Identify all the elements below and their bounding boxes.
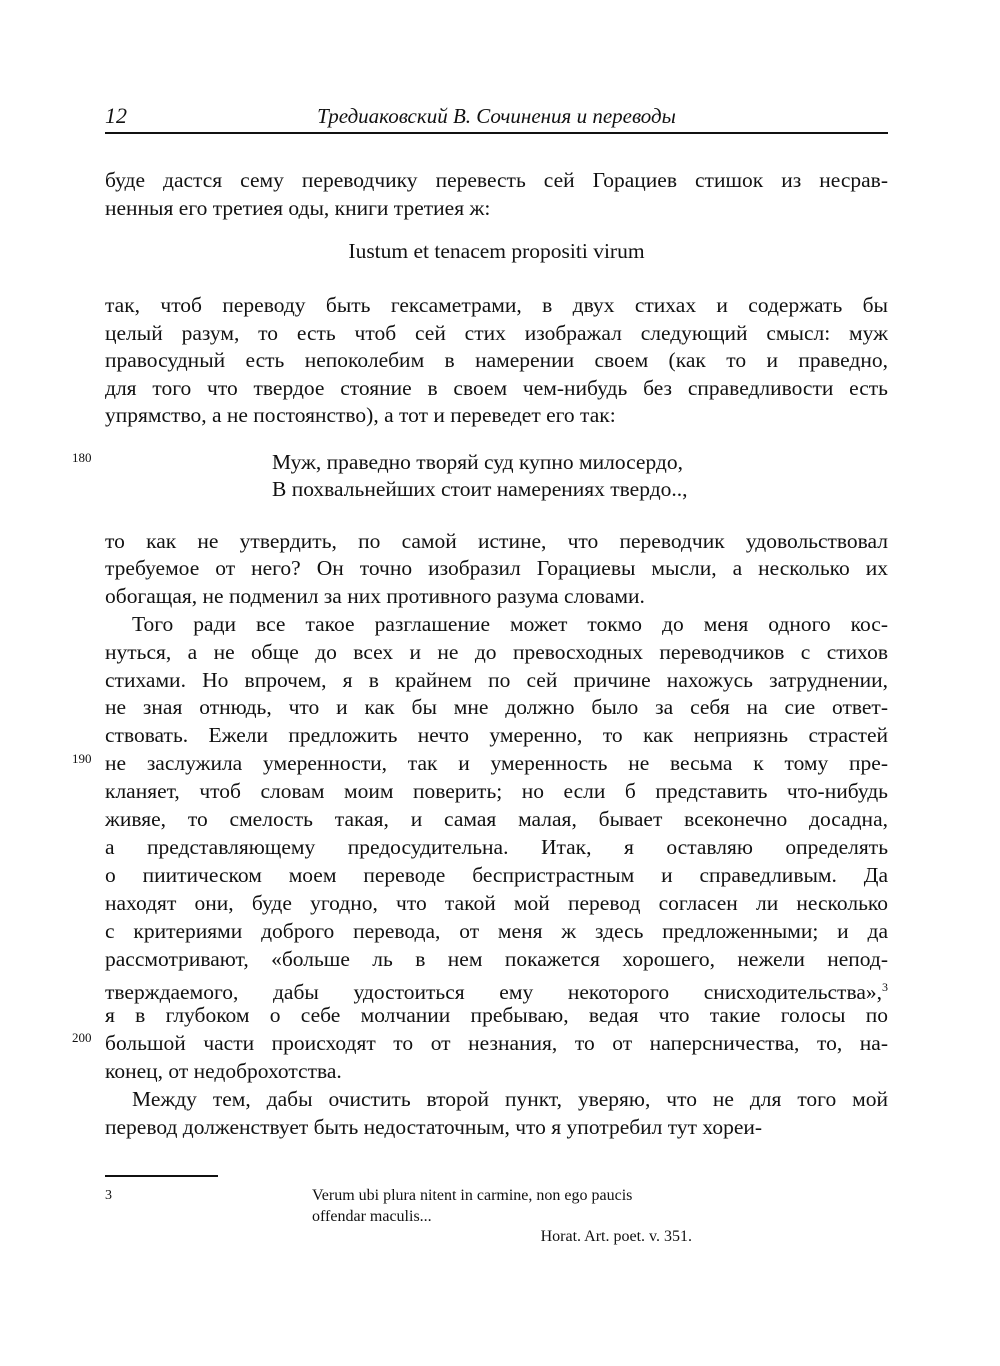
text-line: находят они, буде угодно, что такой мой перевод согласен ли несколько — [105, 891, 888, 915]
text-line: для того что твердое стояние в своем чем-нибудь без справедливости есть — [105, 376, 888, 400]
text-line: целый разум, то есть чтоб сей стих изображал следующий смысл: муж — [105, 321, 888, 345]
verse-line: В похвальнейших стоит намерениях твердо.., — [272, 477, 688, 501]
text-line: Между тем, дабы очистить второй пункт, уверяю, что не для того мой — [132, 1087, 888, 1111]
running-title: Тредиаковский В. Сочинения и переводы — [317, 104, 676, 128]
text-line: тверждаемого, дабы удостоиться ему некоторого снисходительства»,$^3$ — [105, 980, 888, 1005]
text-line: о пиитическом моем переводе беспристрастным и справедливым. Да — [105, 863, 888, 887]
text-line: ненныя его третиея оды, книги третиея ж: — [105, 196, 491, 220]
text-line: требуемое от него? Он точно изобразил Горациевы мысли, а несколько их — [105, 556, 888, 580]
footnote-rule — [105, 1175, 218, 1177]
text-line: живяе, то смелость такая, и самая малая, бывает всеконечно досадна, — [105, 807, 888, 831]
footnote-citation: Horat. Art. poet. v. 351. — [540, 1228, 692, 1245]
latin-quote: Iustum et tenacem propositi virum — [348, 239, 645, 263]
text-line: я в глубоком о себе молчании пребываю, ведая что такие голосы по — [105, 1003, 888, 1027]
verse-line: Муж, праведно творяй суд купно милосердо, — [272, 450, 683, 474]
footnote-mark: 3 — [105, 1188, 112, 1203]
text-line: не зная отнюдь, что и как бы мне должно было за себя на сие ответ- — [105, 695, 888, 719]
text-line: конец, от недоброхотства. — [105, 1059, 342, 1083]
text-line: ствовать. Ежели предложить нечто умеренно, то как неприязнь страстей — [105, 723, 888, 747]
line-number: 200 — [72, 1030, 92, 1045]
text-line: стихами. Но впрочем, я в крайнем по сей причине нахожусь затруднении, — [105, 668, 888, 692]
text-line: буде дастся сему переводчику перевесть сей Горациев стишок из несрав- — [105, 168, 888, 192]
text-line: не заслужила умеренности, так и умеренность не весьма к тому пре- — [105, 751, 888, 775]
text-line: рассмотривают, «больше ль в нем покажется хорошего, нежели непод- — [105, 947, 888, 971]
text-line: то как не утвердить, по самой истине, что переводчик удовольствовал — [105, 529, 888, 553]
text-line: большой части происходят то от незнания, то от наперсничества, то, на- — [105, 1031, 888, 1055]
footnote-line: Verum ubi plura nitent in carmine, non ego paucis — [312, 1187, 633, 1204]
text-line: обогащая, не подменил за них противного разума словами. — [105, 584, 645, 608]
text-line: так, чтоб переводу быть гексаметрами, в двух стихах и содержать бы — [105, 293, 888, 317]
page-number: 12 — [105, 103, 127, 128]
line-number: 180 — [72, 450, 92, 465]
text-line: кланяет, чтоб словам моим поверить; но если б представить что-нибудь — [105, 779, 888, 803]
text-line: с критериями доброго перевода, от меня ж здесь предложенными; и да — [105, 919, 888, 943]
footnote-reference[interactable]: 3 — [882, 980, 888, 994]
text-line: Того ради все такое разглашение может токмо до меня одного кос- — [132, 612, 888, 636]
text-line: а представляющему предосудительна. Итак, я оставляю определять — [105, 835, 888, 859]
text-line: перевод долженствует быть недостаточным, что я употребил тут хореи- — [105, 1115, 763, 1139]
header-rule — [105, 132, 888, 134]
line-number: 190 — [72, 751, 92, 766]
text-line: нуться, а не обще до всех и не до превосходных переводчиков с стихов — [105, 640, 888, 664]
footnote-line: offendar maculis... — [312, 1208, 432, 1225]
text-line: упрямство, а не постоянство), а тот и переведет его так: — [105, 403, 616, 427]
text-line: правосудный есть непоколебим в намерении своем (как то и праведно, — [105, 348, 888, 372]
